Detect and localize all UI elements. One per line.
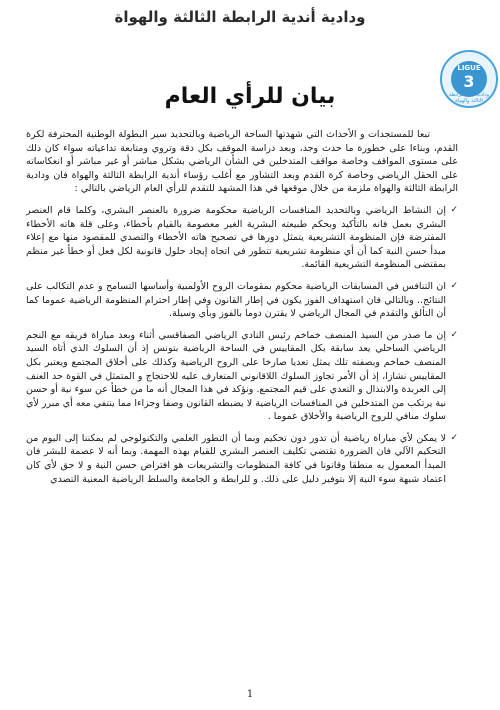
bullet-text: إن النشاط الرياضي وبالتحديد المنافسات الرياضية محكومة ضرورة بالعنصر البشري، وكلما قام العنصر البشري بعمل فانه بالتأكيد وبحكم طبيعته البشرية الغير معصومة بالقيام بأخطاء، وعلى قلة هاته الأخطاء المفترضة فإن المنظومة التشريعية يتمثل دورها في تصحيح هاته الأخطاء والتصدي للمقصود منها مع إعلاء مبدأ حسن النية كما أن أي منظومة تشريعية تتطور في اتجاه إيجاد حلول قانونية لكل فعل أو خطأ غير منظم بمقتضى المنظومة التشريعية القائمة. bbox=[26, 204, 446, 271]
intro-paragraph: تبعا للمستجدات و الأحداث التي شهدتها الساحة الرياضية وبالتحديد سير البطولة الوطنية المحترفة لكرة القدم، وبناءا على خطورة ما حدث وجد، وبعد دراسة الموقف بكل دقة وتروي ومتابعة تداعياته سواء كان ذلك على مستوى المواقف وخاصة مواقف المتدخلين في الشأن الرياضي بشكل مباشر أو غير مباشر أو انعكاساته على الحقل الرياضي وخاصة كرة القدم وبعد التشاور مع أغلب رؤساء أندية الرابطة الثالثة والهواة فان ودادية الرابطة الثالثة والهواة ملزمة من خلال موقعها في هذا المشهد للتقدم للرأي العام الرياضي بالتالي : bbox=[26, 129, 458, 195]
list-item bbox=[26, 280, 458, 321]
bullet-list bbox=[26, 204, 458, 486]
page-number: 1 bbox=[246, 689, 254, 700]
statement-body bbox=[26, 128, 458, 486]
page-title: بيان للرأي العام bbox=[164, 84, 336, 109]
logo-ring-text: ودادية أندية الرابطة الثالثة والهواة bbox=[448, 92, 490, 104]
check-icon: ✓ bbox=[450, 280, 458, 291]
ligue-3-logo bbox=[440, 50, 498, 108]
check-icon: ✓ bbox=[450, 432, 458, 443]
logo-word: LIGUE bbox=[457, 64, 481, 72]
logo-number: 3 bbox=[463, 72, 475, 91]
bullet-text: ان التنافس في المسابقات الرياضية محكوم بمقومات الروح الأولمبية وأساسها التسامح و عدم التكالب على النتائج.. وبالتالي فان استهداف الفوز يكون في إطار القانون وفي إطار احترام المنظومة الرياضية عموما كما أن التألق والتقدم في المجال الرياضي لا يقترن دوما بالفوز وبأي وسيلة. bbox=[26, 280, 446, 320]
list-item bbox=[26, 432, 458, 486]
check-icon: ✓ bbox=[450, 329, 458, 340]
list-item bbox=[26, 329, 458, 424]
bullet-text: إن ما صدر من السيد المنصف خماخم رئيس النادي الرياضي الصفاقسي أثناء وبعد مباراة فريقه مع النجم الرياضي الساحلي يعد سابقة بكل المقاييس في الساحة الرياضية بتونس إذ أن السلوك الذي أتاه السيد المنصف خماخم وبصفته تلك يمثل تعديا صارخا على الروح الرياضية وكذلك على أخلاق المجتمع ويعتبر بكل المقاييس نشازا، إذ أن الأمر تجاوز السلوك اللاقانوني المتعارف عليه للاحتجاج و المتمثل في القوة حد العنف إلى العربدة والابتذال و التعدي على قيم المجتمع. ونؤكد في هذا المجال أنه ما من خطأ عن سوء نية أو حسن نية يرتكب من المتدخلين في المنافسات الرياضية لا يضبطه القانون وصفا وجزاءا مما ينتفي معه أي مبرر لأي سلوك منافي للروح الرياضية والأخلاق عموما . bbox=[26, 329, 446, 423]
bullet-text: لا يمكن لأي مباراة رياضية أن تدور دون تحكيم وبما أن التطور العلمي والتكنولوجي لم يمكننا إلى اليوم من التحكيم الآلي فان الضرورة تقتضي تكليف العنصر البشري للقيام بهذه المهمة. وبما أنه لا عصمة للبشر فان المبدأ المعمول به منطقا وقانونا في كافة المنظومات والتشريعات هو افتراض حسن النية و لا حق لأي كان اعتماد شبهة سوء النية إلا بتوفير دليل على ذلك. و للرابطة و الجامعة والسلط الرياضية المعنية التصدي bbox=[26, 432, 446, 485]
list-item bbox=[26, 204, 458, 272]
check-icon: ✓ bbox=[450, 204, 458, 215]
league-name-header: ودادية أندية الرابطة الثالثة والهواة bbox=[114, 8, 366, 26]
